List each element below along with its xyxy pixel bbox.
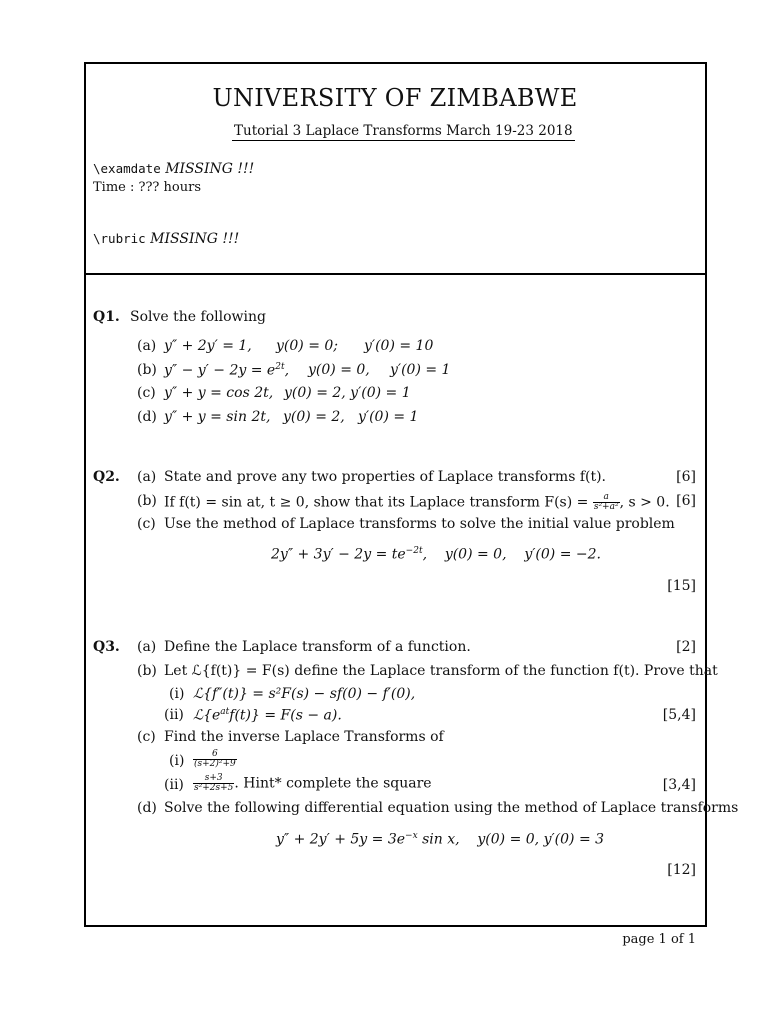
- q1a-equation: y″ + 2y′ = 1,: [164, 338, 252, 354]
- q3a-label: (a): [137, 639, 157, 655]
- q1a-condition-1: y(0) = 0;: [276, 338, 338, 354]
- q1d-label: (d): [137, 409, 157, 425]
- q3ci-fraction-denominator: (s+2)²+9: [194, 759, 236, 769]
- q2b-text-main: If f(t) = sin at, t ≥ 0, show that its Laplace transform F(s) =: [164, 494, 589, 511]
- q1b-condition-2: y′(0) = 1: [390, 362, 451, 378]
- q3cii-mark: [3,4]: [662, 777, 696, 793]
- q1d-condition-2: y′(0) = 1: [358, 409, 419, 425]
- q3bi-text: ℒ{f″(t)} = s²F(s) − sf(0) − f′(0),: [193, 686, 416, 702]
- q1a-condition-2: y′(0) = 10: [364, 338, 434, 354]
- header-divider: [84, 273, 705, 275]
- q3-mark: [12]: [667, 862, 696, 878]
- q1d-equation: y″ + y = sin 2t,: [164, 409, 271, 425]
- q3ci-fraction: [193, 750, 237, 769]
- q2b-fraction: [593, 493, 620, 512]
- q2-mark: [15]: [667, 578, 696, 594]
- q1c-condition-1: y(0) = 2, y′(0) = 1: [284, 385, 411, 401]
- rubric-command: \rubric: [93, 231, 146, 246]
- q3cii-fraction: [193, 774, 234, 793]
- q3cii-fraction-numerator: s+3: [193, 774, 234, 784]
- q3d-label: (d): [137, 800, 157, 816]
- examdate-line: [93, 161, 254, 177]
- q2b-mark: [6]: [676, 493, 696, 509]
- q3bii-mark: [5,4]: [662, 707, 696, 723]
- q3ci-expression: [193, 750, 237, 769]
- q2-label: Q2.: [93, 469, 120, 485]
- time-line: Time : ??? hours: [93, 180, 201, 195]
- q1a-label: (a): [137, 338, 157, 354]
- q2b-text-tail: , s > 0.: [619, 494, 670, 511]
- q3b-text: Let ℒ{f(t)} = F(s) define the Laplace transform of the function f(t). Prove that: [164, 663, 718, 679]
- examdate-missing: MISSING !!!: [165, 161, 255, 177]
- q2b-fraction-numerator: a: [593, 493, 620, 503]
- q3b-label: (b): [137, 663, 157, 679]
- q3bii-text: $ℒ\{e^{at}f(t)\} = F(s - a)$.: [193, 707, 342, 724]
- q3d-text: Solve the following differential equation using the method of Laplace transforms: [164, 800, 739, 816]
- q1d-condition-1: y(0) = 2,: [283, 409, 345, 425]
- page-number: page 1 of 1: [622, 932, 696, 947]
- q3bi-label: (i): [169, 686, 185, 702]
- q2b-label: (b): [137, 493, 157, 509]
- q3a-text: Define the Laplace transform of a function.: [164, 639, 471, 655]
- q1b-label: (b): [137, 362, 157, 378]
- q1-text: Solve the following: [130, 309, 266, 325]
- rubric-missing: MISSING !!!: [150, 231, 240, 247]
- q3c-label: (c): [137, 729, 156, 745]
- q3cii-expression: [193, 774, 432, 793]
- q3cii-label: (ii): [164, 777, 184, 793]
- q3a-mark: [2]: [676, 639, 696, 655]
- q2c-text: Use the method of Laplace transforms to solve the initial value problem: [164, 516, 675, 532]
- q3ci-fraction-numerator: 6: [193, 750, 237, 760]
- university-title: UNIVERSITY OF ZIMBABWE: [212, 84, 578, 112]
- q2a-text: State and prove any two properties of Laplace transforms f(t).: [164, 469, 607, 485]
- q2b-fraction-denominator: s²+a²: [593, 502, 619, 512]
- examdate-command: \examdate: [93, 161, 161, 176]
- q3bii-label: (ii): [164, 707, 184, 723]
- q3ci-label: (i): [169, 753, 185, 769]
- q2a-label: (a): [137, 469, 157, 485]
- q3-label: Q3.: [93, 639, 120, 655]
- q1b-condition-1: y(0) = 0,: [308, 362, 370, 378]
- q3cii-fraction-denominator: s²+2s+5: [194, 783, 234, 793]
- q1b-equation: $y'' - y' - 2y = e^{2t}$,: [164, 362, 290, 379]
- q3c-text: Find the inverse Laplace Transforms of: [164, 729, 444, 745]
- q1-label: Q1.: [93, 309, 120, 325]
- rubric-line: [93, 231, 239, 247]
- q2-display-equation: $2y'' + 3y' - 2y = te^{-2t}$, y(0) = 0, y′(0) = −2.: [271, 546, 601, 563]
- q2b-text: [164, 493, 670, 512]
- q1c-label: (c): [137, 385, 156, 401]
- q3cii-hint: . Hint* complete the square: [234, 775, 432, 792]
- q1c-equation: y″ + y = cos 2t,: [164, 385, 274, 401]
- q3-display-equation: $y'' + 2y' + 5y = 3e^{-x}$ sin x, y(0) = 0, y′(0) = 3: [276, 831, 605, 848]
- q2a-mark: [6]: [676, 469, 696, 485]
- tutorial-subtitle: Tutorial 3 Laplace Transforms March 19-23 2018: [234, 123, 573, 139]
- q2c-label: (c): [137, 516, 156, 532]
